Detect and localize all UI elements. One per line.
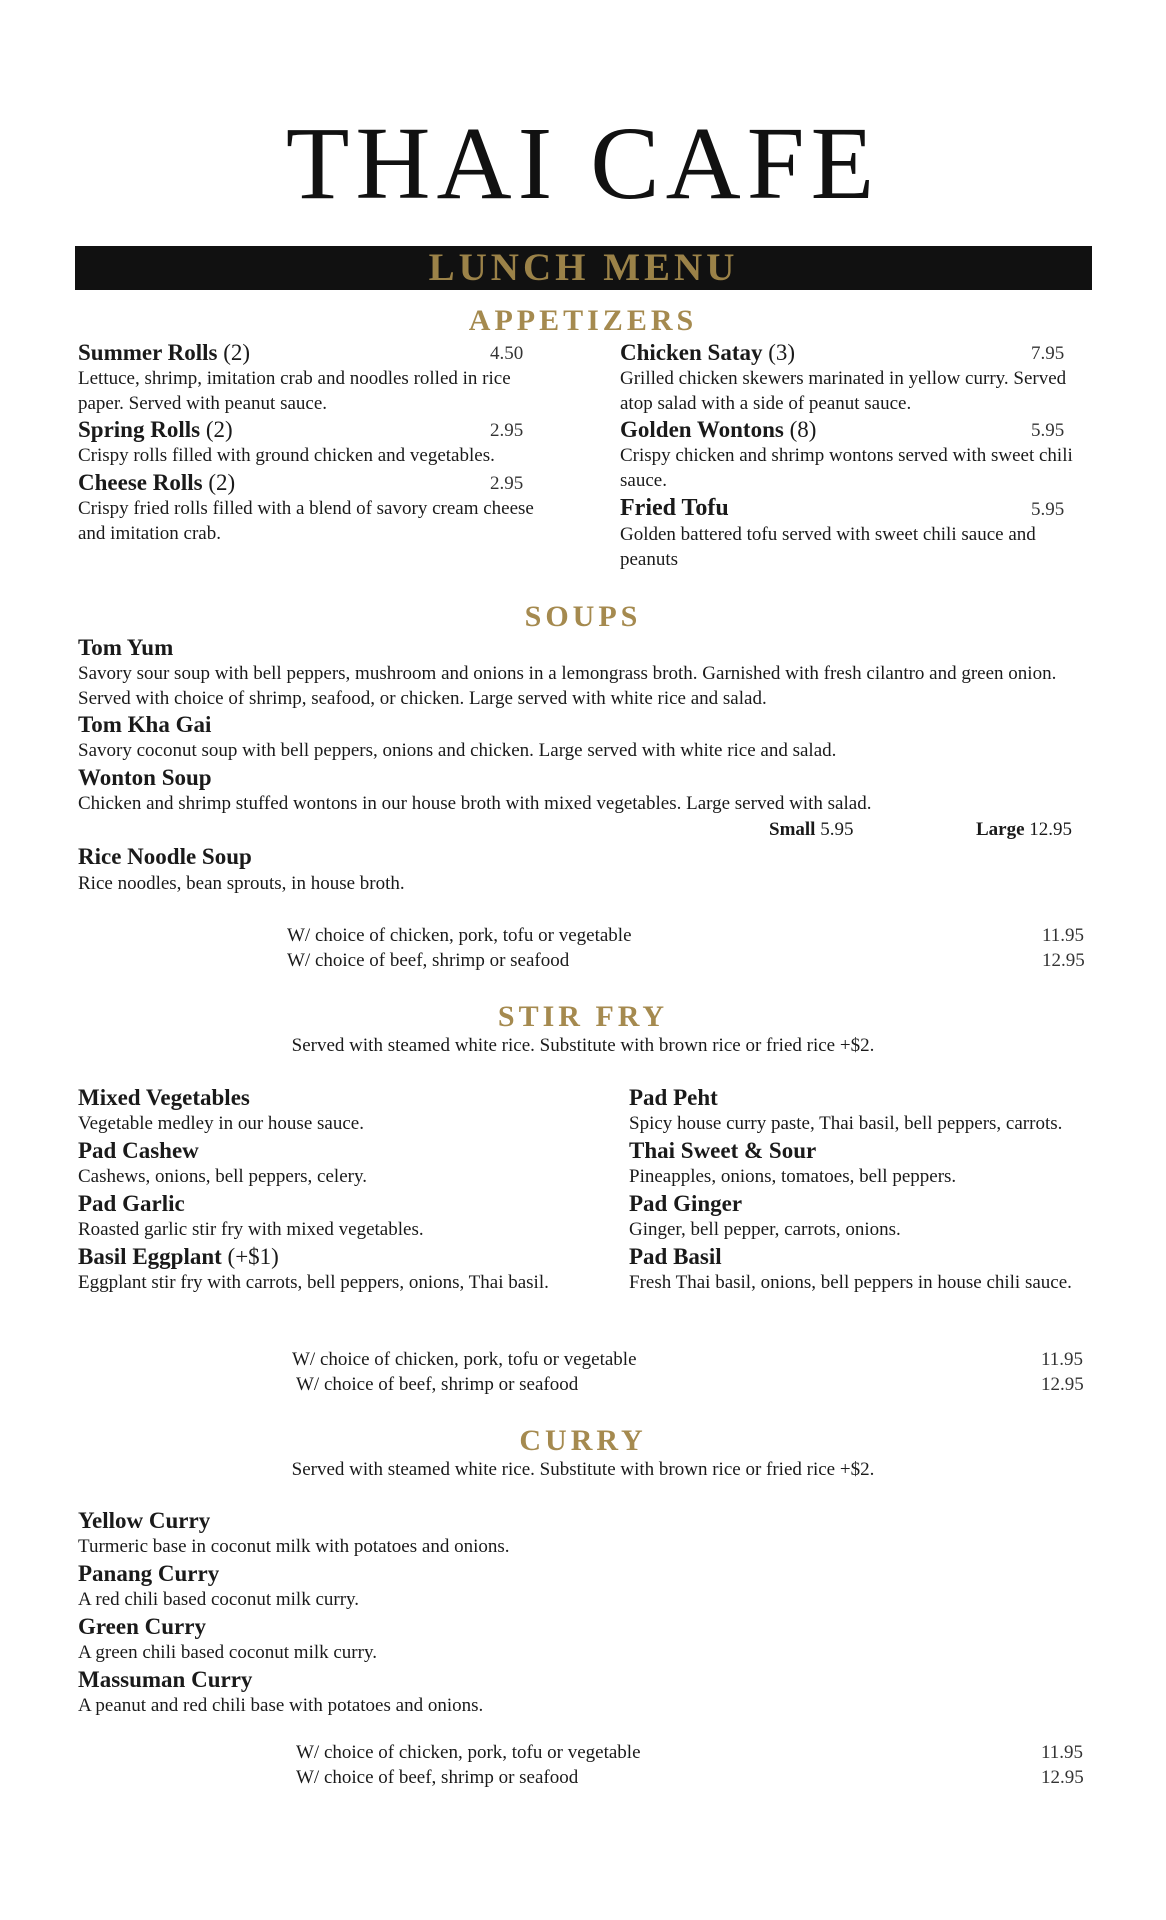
restaurant-title: THAI CAFE: [285, 106, 881, 221]
menu-item-description: Pineapples, onions, tomatoes, bell peppers.: [629, 1166, 957, 1187]
menu-item-description: Vegetable medley in our house sauce.: [78, 1113, 364, 1134]
menu-item-name: Thai Sweet & Sour: [629, 1138, 817, 1163]
menu-item-name: Pad Ginger: [629, 1191, 743, 1216]
option-label: W/ choice of beef, shrimp or seafood: [287, 950, 570, 971]
menu-item-name: Cheese Rolls (2): [78, 470, 236, 495]
menu-item-price: 5.95: [1031, 499, 1065, 520]
option-price: 12.95: [1041, 1374, 1084, 1395]
stir-fry-note: Served with steamed white rice. Substitute with brown rice or fried rice +$2.: [291, 1035, 875, 1056]
curry-heading: CURRY: [519, 1424, 647, 1457]
menu-item-description: A peanut and red chili base with potatoes and onions.: [78, 1695, 484, 1716]
menu-item-name: Mixed Vegetables: [78, 1085, 250, 1110]
stir-fry-heading: STIR FRY: [497, 1000, 669, 1033]
menu-item-description: Ginger, bell pepper, carrots, onions.: [629, 1219, 901, 1240]
option-label: W/ choice of beef, shrimp or seafood: [296, 1767, 579, 1788]
menu-item-name: Pad Garlic: [78, 1191, 185, 1216]
option-label: W/ choice of chicken, pork, tofu or vegetable: [287, 925, 632, 946]
menu-item-name: Chicken Satay (3): [620, 340, 796, 365]
appetizers-heading: APPETIZERS: [468, 304, 698, 337]
menu-item-description: Crispy rolls filled with ground chicken and vegetables.: [78, 445, 495, 466]
menu-item-description: Chicken and shrimp stuffed wontons in our house broth with mixed vegetables. Large served with salad.: [78, 793, 872, 814]
menu-item-description: Golden battered tofu served with sweet chili sauce and peanuts: [620, 524, 1036, 570]
menu-item-name: Green Curry: [78, 1614, 206, 1639]
menu-item-name: Pad Peht: [629, 1085, 718, 1110]
menu-item-description: Eggplant stir fry with carrots, bell peppers, onions, Thai basil.: [78, 1272, 549, 1293]
menu-item-name: Panang Curry: [78, 1561, 220, 1586]
option-label: W/ choice of chicken, pork, tofu or vegetable: [292, 1349, 637, 1370]
menu-item-price: 4.50: [490, 343, 524, 364]
menu-item-description: Fresh Thai basil, onions, bell peppers in house chili sauce.: [629, 1272, 1072, 1293]
curry-note: Served with steamed white rice. Substitute with brown rice or fried rice +$2.: [291, 1459, 875, 1480]
menu-item-description: Crispy chicken and shrimp wontons served with sweet chili sauce.: [620, 445, 1073, 491]
menu-item-name: Rice Noodle Soup: [78, 844, 252, 869]
menu-item-name: Summer Rolls (2): [78, 340, 251, 365]
option-price: 12.95: [1042, 950, 1085, 971]
menu-item-price: 7.95: [1031, 343, 1065, 364]
menu-item-description: Turmeric base in coconut milk with potatoes and onions.: [78, 1536, 510, 1557]
menu-item-price: 5.95: [1031, 420, 1065, 441]
option-price: 11.95: [1041, 1349, 1084, 1370]
menu-item-description: Savory coconut soup with bell peppers, onions and chicken. Large served with white rice and salad.: [78, 740, 837, 761]
option-price: 11.95: [1041, 1742, 1084, 1763]
menu-item-description: Grilled chicken skewers marinated in yellow curry. Served atop salad with a side of peanut sauce.: [620, 368, 1067, 414]
menu-item-name: Tom Yum: [78, 635, 174, 660]
menu-item-description: A green chili based coconut milk curry.: [78, 1642, 377, 1663]
soups-heading: SOUPS: [524, 600, 642, 633]
menu-item-description: Spicy house curry paste, Thai basil, bell peppers, carrots.: [629, 1113, 1063, 1134]
menu-item-name: Fried Tofu: [620, 495, 729, 521]
option-price: 11.95: [1042, 925, 1085, 946]
menu-item-name: Spring Rolls (2): [78, 417, 233, 442]
menu-item-name: Basil Eggplant (+$1): [78, 1244, 279, 1269]
menu-item-description: Roasted garlic stir fry with mixed vegetables.: [78, 1219, 424, 1240]
menu-item-name: Yellow Curry: [78, 1508, 211, 1533]
option-price: 12.95: [1041, 1767, 1084, 1788]
menu-item-name: Pad Basil: [629, 1244, 722, 1269]
lunch-menu-banner: LUNCH MENU: [75, 246, 1092, 290]
menu-item-price: 2.95: [490, 473, 524, 494]
option-label: W/ choice of beef, shrimp or seafood: [296, 1374, 579, 1395]
small-size-price: Small 5.95: [769, 819, 854, 840]
menu-item-description: Cashews, onions, bell peppers, celery.: [78, 1166, 367, 1187]
menu-item-name: Golden Wontons (8): [620, 417, 817, 442]
menu-item-name: Massuman Curry: [78, 1667, 253, 1692]
menu-item-description: Crispy fried rolls filled with a blend of savory cream cheese and imitation crab.: [78, 498, 534, 544]
menu-item-name: Wonton Soup: [78, 765, 212, 790]
menu-item-price: 2.95: [490, 420, 524, 441]
option-label: W/ choice of chicken, pork, tofu or vegetable: [296, 1742, 641, 1763]
menu-item-description: Lettuce, shrimp, imitation crab and noodles rolled in rice paper. Served with peanut sauce.: [78, 368, 511, 414]
menu-item-name: Tom Kha Gai: [78, 712, 212, 737]
menu-item-name: Pad Cashew: [78, 1138, 199, 1163]
menu-item-description: Savory sour soup with bell peppers, mushroom and onions in a lemongrass broth. Garnished with fresh cilantro and green onion. Served with choice of shrimp, seafood, or chicken. Large served with white rice and salad.: [78, 663, 1057, 709]
large-size-price: Large 12.95: [976, 819, 1073, 840]
menu-item-description: A red chili based coconut milk curry.: [78, 1589, 360, 1610]
menu-item-description: Rice noodles, bean sprouts, in house broth.: [78, 873, 405, 894]
